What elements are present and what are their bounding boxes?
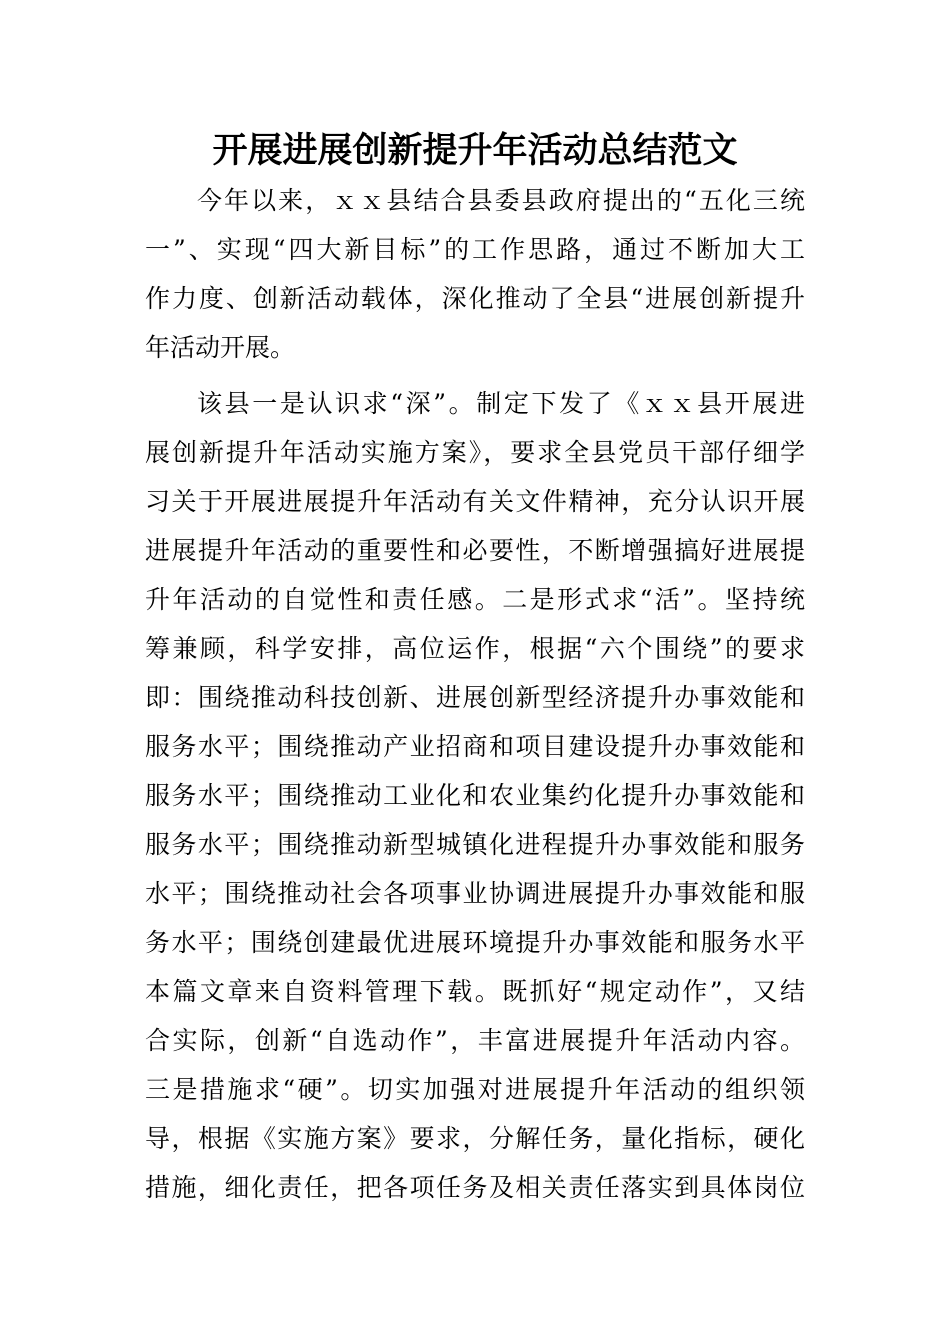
text-line: 服务水平；围绕推动产业招商和项目建设提升办事效能和 bbox=[145, 732, 805, 761]
text-line: 作力度、创新活动载体，深化推动了全县“进展创新提升 bbox=[145, 284, 805, 313]
text-line: 今年以来，ｘｘ县结合县委县政府提出的“五化三统 bbox=[197, 186, 805, 215]
text-line: 务水平；围绕创建最优进展环境提升办事效能和服务水平 bbox=[145, 928, 805, 957]
text-line: 习关于开展进展提升年活动有关文件精神，充分认识开展 bbox=[145, 487, 805, 516]
text-line: 措施，细化责任，把各项任务及相关责任落实到具体岗位 bbox=[145, 1173, 805, 1202]
document-title: 开展进展创新提升年活动总结范文 bbox=[212, 131, 738, 171]
paragraph-gap bbox=[145, 372, 805, 379]
text-line: 服务水平；围绕推动新型城镇化进程提升办事效能和服务 bbox=[145, 830, 805, 859]
paragraph-2 bbox=[145, 379, 805, 1212]
text-line: 该县一是认识求“深”。制定下发了《ｘｘ县开展进 bbox=[197, 389, 805, 418]
text-line: 一”、实现“四大新目标”的工作思路，通过不断加大工 bbox=[145, 235, 805, 264]
text-line: 进展提升年活动的重要性和必要性，不断增强搞好进展提 bbox=[145, 536, 805, 565]
text-line: 三是措施求“硬”。切实加强对进展提升年活动的组织领 bbox=[145, 1075, 805, 1104]
text-line: 本篇文章来自资料管理下载。既抓好“规定动作”，又结 bbox=[145, 977, 805, 1006]
document-body bbox=[145, 176, 805, 1212]
text-line: 展创新提升年活动实施方案》，要求全县党员干部仔细学 bbox=[145, 438, 805, 467]
text-line: 升年活动的自觉性和责任感。二是形式求“活”。坚持统 bbox=[145, 585, 805, 614]
text-line: 年活动开展。 bbox=[145, 333, 296, 362]
text-line: 导，根据《实施方案》要求，分解任务，量化指标，硬化 bbox=[145, 1124, 805, 1153]
text-line: 合实际，创新“自选动作”，丰富进展提升年活动内容。 bbox=[145, 1026, 805, 1055]
text-line: 服务水平；围绕推动工业化和农业集约化提升办事效能和 bbox=[145, 781, 805, 810]
paragraph-1 bbox=[145, 176, 805, 372]
text-line: 筹兼顾，科学安排，高位运作，根据“六个围绕”的要求 bbox=[145, 634, 805, 663]
text-line: 水平；围绕推动社会各项事业协调进展提升办事效能和服 bbox=[145, 879, 805, 908]
text-line: 即：围绕推动科技创新、进展创新型经济提升办事效能和 bbox=[145, 683, 805, 712]
